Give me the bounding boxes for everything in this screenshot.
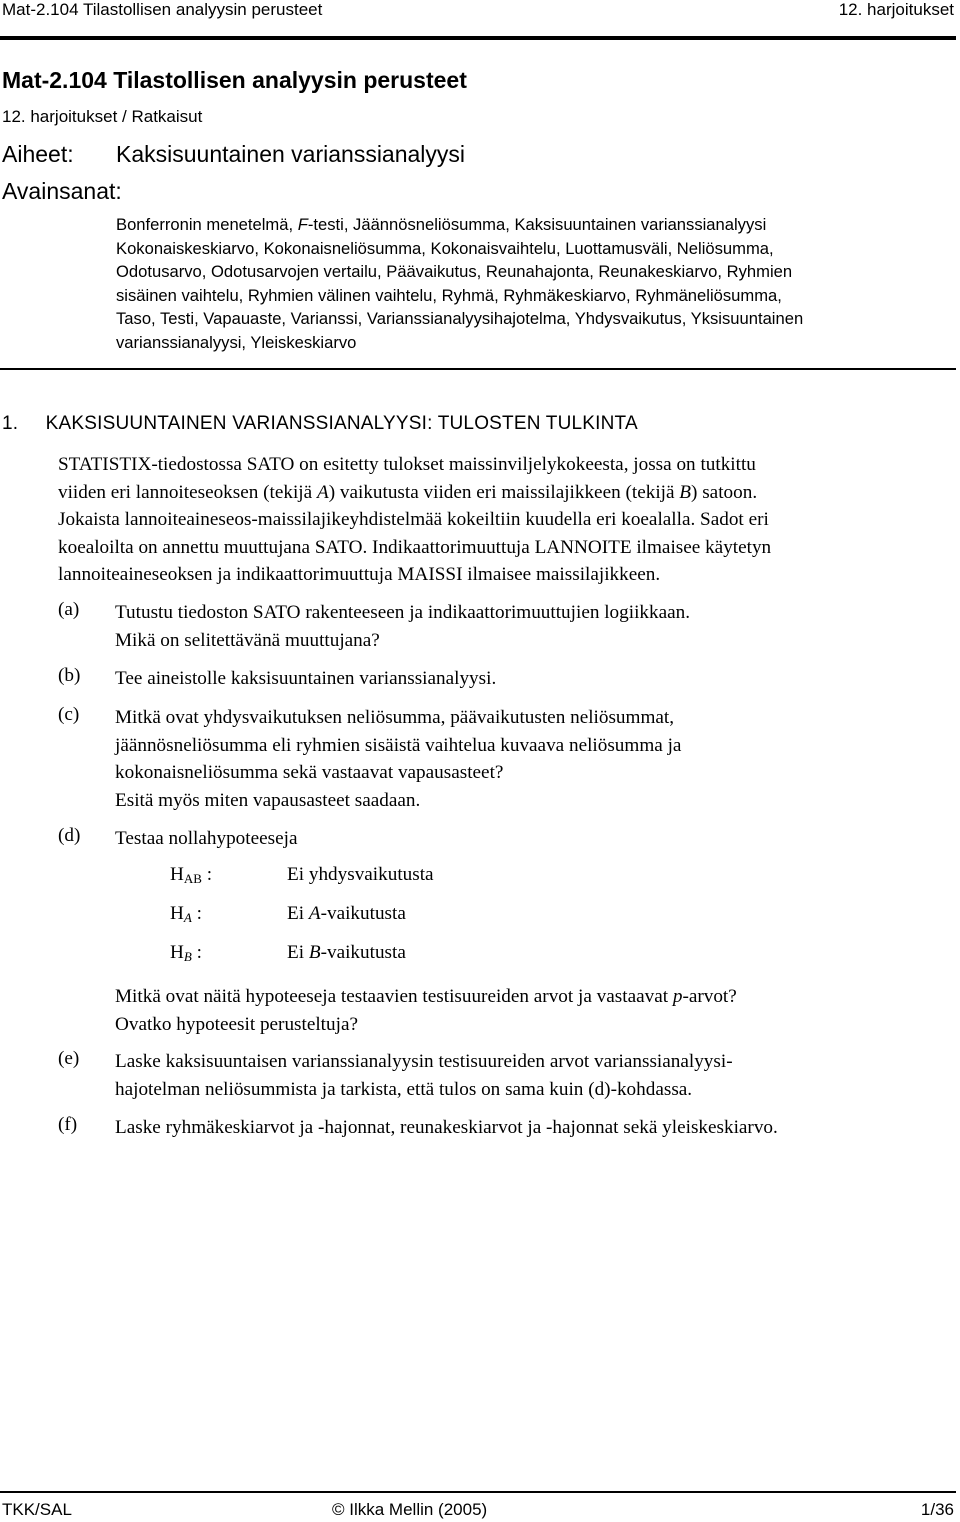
hypothesis-text-b: Ei B-vaikutusta [287,942,406,963]
task-label-c: (c) [58,704,80,725]
section-number: 1. [2,413,19,434]
task-line: Ovatko hypoteesit perusteltuja? [115,1013,358,1035]
keyword-line: Taso, Testi, Vapauaste, Varianssi, Varianssianalyysihajotelma, Yhdysvaikutus, Yksisuuntainen [116,309,804,328]
keywords-list [116,213,954,354]
intro-line: STATISTIX-tiedostossa SATO on esitetty tulokset maissinviljelykokeesta, jossa on tutkittu [58,454,756,475]
footer-org: TKK/SAL [2,1500,72,1519]
task-text-e [115,1048,955,1103]
task-text-b [115,665,955,693]
hypothesis-symbol-b: $H_B$ : [170,942,202,964]
task-line: Laske kaksisuuntaisen varianssianalyysin testisuureiden arvot varianssianalyysi- [115,1051,733,1072]
section-rule [0,368,956,370]
footer-rule [0,1491,956,1493]
section-title: KAKSISUUNTAINEN VARIANSSIANALYYSI: TULOSTEN TULKINTA [45,413,638,434]
task-line: Tutustu tiedoston SATO rakenteeseen ja indikaattorimuuttujien logiikkaan. [115,602,691,623]
task-text-a [115,599,955,654]
hypothesis-text-a: Ei A-vaikutusta [287,903,406,924]
intro-line: Jokaista lannoiteaineseos-maissilajikeyhdistelmää kokeiltiin kuudella eri koealalla. Sadot eri [58,509,769,530]
running-header [2,0,954,28]
keyword-line: Bonferronin menetelmä, F-testi, Jäännösneliösumma, Kaksisuuntainen varianssianalyysi [116,215,767,234]
task-line: kokonaisneliösumma sekä vastaavat vapausasteet? [115,762,504,783]
task-label-b: (b) [58,665,81,686]
keyword-line: Kokonaiskeskiarvo, Kokonaisneliösumma, Kokonaisvaihtelu, Luottamusväli, Neliösumma, [116,238,774,258]
intro-paragraph [58,451,958,589]
task-line: Mikä on selitettävänä muuttujana? [115,629,380,651]
intro-line: viiden eri lannoiteseoksen (tekijä A) vaikutusta viiden eri maissilajikkeen (tekijä B) satoon. [58,481,758,503]
task-label-f: (f) [58,1114,78,1135]
task-line: jäännösneliösumma eli ryhmien sisäistä vaihtelua kuvaava neliösumma ja [115,734,682,756]
task-line: Tee aineistolle kaksisuuntainen varianssianalyysi. [115,668,497,689]
task-text-c [115,704,955,814]
topics-value: Kaksisuuntainen varianssianalyysi [116,141,466,167]
topics-label: Aiheet: [2,141,74,167]
hypothesis-symbol-a: $H_A$ : [170,903,202,925]
task-label-a: (a) [58,599,80,620]
task-line: hajotelman neliösummista ja tarkista, että tulos on sama kuin (d)-kohdassa. [115,1078,693,1100]
task-line: Laske ryhmäkeskiarvot ja -hajonnat, reunakeskiarvot ja -hajonnat sekä yleiskeskiarvo. [115,1117,778,1138]
header-rule [0,36,956,40]
subtitle: 12. harjoitukset / Ratkaisut [2,107,203,126]
footer-copyright: © Ilkka Mellin (2005) [332,1500,488,1519]
task-line: Testaa nollahypoteeseja [115,828,298,849]
task-line: Mitkä ovat näitä hypoteeseja testaavien testisuureiden arvot ja vastaavat p-arvot? [115,986,737,1007]
intro-line: lannoiteaineseoksen ja indikaattorimuuttuja MAISSI ilmaisee maissilajikkeen. [58,564,661,585]
keyword-line: sisäinen vaihtelu, Ryhmien välinen vaihtelu, Ryhmä, Ryhmäkeskiarvo, Ryhmäneliösumma, [116,285,782,305]
task-text-d [115,825,955,853]
hypothesis-text-ab: Ei yhdysvaikutusta [287,864,434,885]
section-heading [2,413,638,435]
keywords-label: Avainsanat: [2,178,122,204]
task-label-d: (d) [58,825,81,846]
task-line: Mitkä ovat yhdysvaikutuksen neliösumma, päävaikutusten neliösummat, [115,707,675,728]
footer-page-number: 1/36 [920,1500,954,1519]
course-title: Mat-2.104 Tilastollisen analyysin perusteet [2,67,467,93]
task-text-f [115,1114,955,1142]
task-d-followup [115,983,955,1038]
header-exercise: 12. harjoitukset [838,0,954,19]
task-label-e: (e) [58,1048,80,1069]
task-line: Esitä myös miten vapausasteet saadaan. [115,789,421,811]
keyword-line: Odotusarvo, Odotusarvojen vertailu, Päävaikutus, Reunahajonta, Reunakeskiarvo, Ryhmien [116,262,793,281]
keyword-line: varianssianalyysi, Yleiskeskiarvo [116,332,357,352]
hypothesis-symbol-ab: $H_{AB}$ : [170,864,213,886]
header-course: Mat-2.104 Tilastollisen analyysin perusteet [2,0,323,19]
intro-line: koealoilta on annettu muuttujana SATO. Indikaattorimuuttuja LANNOITE ilmaisee käytetyn [58,536,772,558]
